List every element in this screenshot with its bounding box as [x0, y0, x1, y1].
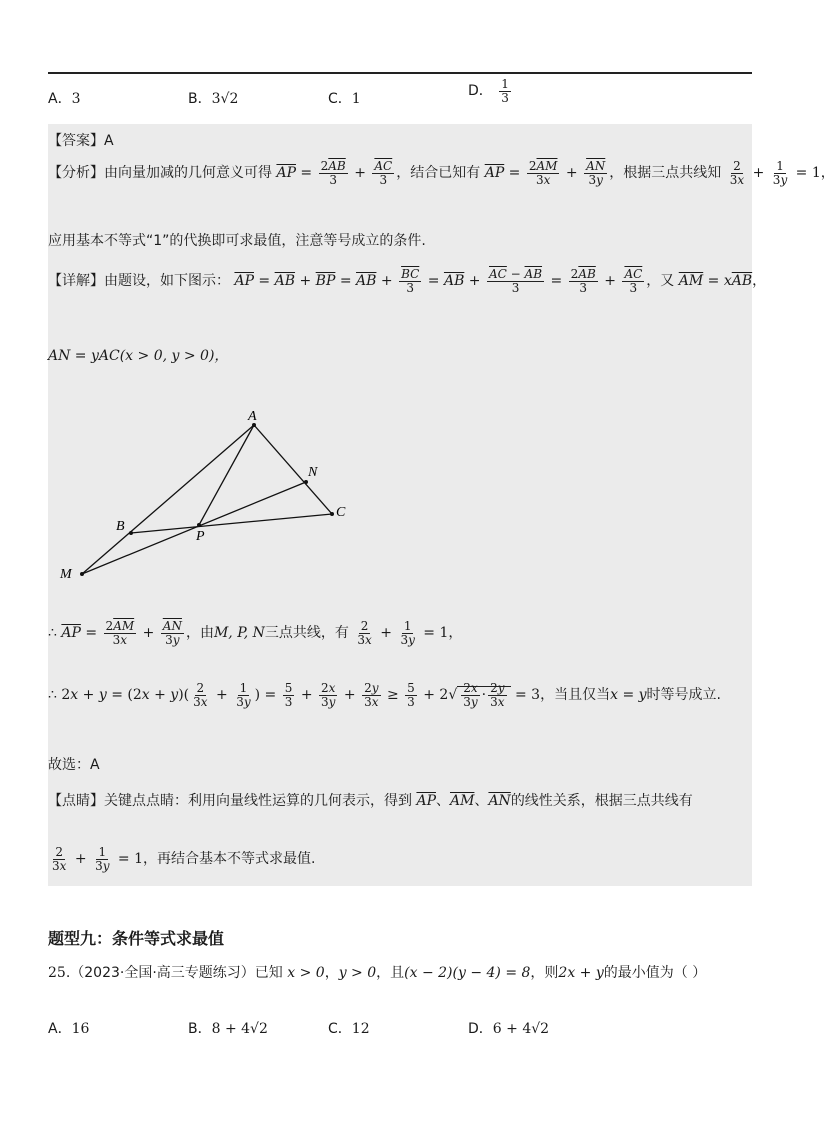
label-n: N [308, 465, 318, 480]
prev-option-d[interactable]: D． $\frac{1}{3}$ [468, 77, 509, 105]
therefore-line-1: ∴ $\overline{AP}$ = $\frac{2\overline{AM}}{3x}$ + $\frac{\overline{AN}}{3y}$ ，由M, P, N三点共线，有 $\frac{2}{3x}$ + $\frac{1}{3y}$ = 1， [48, 619, 463, 647]
choose-line: 故选：A [48, 757, 100, 773]
section-heading: 题型九：条件等式求最值 [48, 929, 225, 948]
option-a[interactable]: A．16 [48, 1021, 90, 1037]
point-p [197, 523, 201, 527]
option-d[interactable]: D．6 + 4√2 [468, 1021, 550, 1037]
option-c[interactable]: C．12 [328, 1021, 370, 1037]
label-a: A [248, 409, 257, 424]
comment-line-2: $\frac{2}{3x}$ + $\frac{1}{3y}$ = 1，再结合基本不等式求最值. [52, 845, 316, 873]
point-c [330, 512, 334, 516]
prev-option-b[interactable]: B．3√2 [188, 91, 239, 107]
analysis-line-2: 应用基本不等式“1”的代换即可求最值，注意等号成立的条件. [48, 233, 426, 249]
triangle-diagram [48, 400, 368, 590]
an-condition: AN = yAC(x > 0, y > 0)， [48, 348, 229, 364]
question-25: 25.（2023·全国·高三专题练习）已知 x > 0，y > 0，且(x − 2)(y − 4) = 8，则2x + y的最小值为（ ） [48, 965, 707, 981]
line-a-p [199, 425, 254, 525]
top-rule [48, 72, 752, 74]
comment-line: 【点睛】关键点点睛：利用向量线性运算的几何表示，得到 $\overline{AP}$、$\overline{AM}$、$\overline{AN}$的线性关系，根据三点共线有 [48, 793, 693, 809]
point-b [129, 531, 133, 535]
detail-line: 【详解】由题设，如下图示： $\overline{AP} = \overline{AB} + \overline{BP} = \overline{AB}$ + $\frac{\overline{BC}}{3}$ = $\overline{AB}$ + $\frac{\overline{AC} - \overline{AB}}{3}$ = $\frac{2\overline{AB}}{3}$ + $\frac{\overline{AC}}{3}$ ，又 $\overline{AM} = x\overline{AB}$， [48, 267, 767, 295]
line-a-c [254, 425, 332, 514]
line-b-c [131, 514, 332, 533]
option-b[interactable]: B．8 + 4√2 [188, 1021, 268, 1037]
analysis-line: 【分析】由向量加减的几何意义可得 $\overline{AP}$ = $\frac{2\overline{AB}}{3}$ + $\frac{\overline{AC}}{3}$ ，结合已知有 $\overline{AP}$ = $\frac{2\overline{AM}}{3x}$ + $\frac{\overline{AN}}{3y}$ ，根据三点共线知 $\frac{2}{3x}$ + $\frac{1}{3y}$ = 1， [48, 159, 835, 187]
answer-line: 【答案】A [48, 133, 114, 149]
point-n [304, 480, 308, 484]
label-b: B [116, 519, 125, 534]
label-c: C [336, 505, 346, 520]
prev-option-a[interactable]: A．3 [48, 91, 81, 107]
point-m [80, 572, 84, 576]
label-p: P [196, 529, 205, 544]
label-m: M [60, 567, 72, 582]
therefore-line-2: ∴ 2x + y = (2x + y)( $\frac{2}{3x}$ + $\frac{1}{3y}$ ) = $\frac{5}{3}$ + $\frac{2x}{3y}$ + $\frac{2y}{3x}$ ≥ $\frac{5}{3}$ + 2√ $\frac{2x}{3y}$ · $\frac{2y}{3x}$ = 3，当且仅当x = y时等号成立. [48, 681, 721, 709]
prev-option-c[interactable]: C．1 [328, 91, 361, 107]
line-a-m [82, 425, 254, 574]
